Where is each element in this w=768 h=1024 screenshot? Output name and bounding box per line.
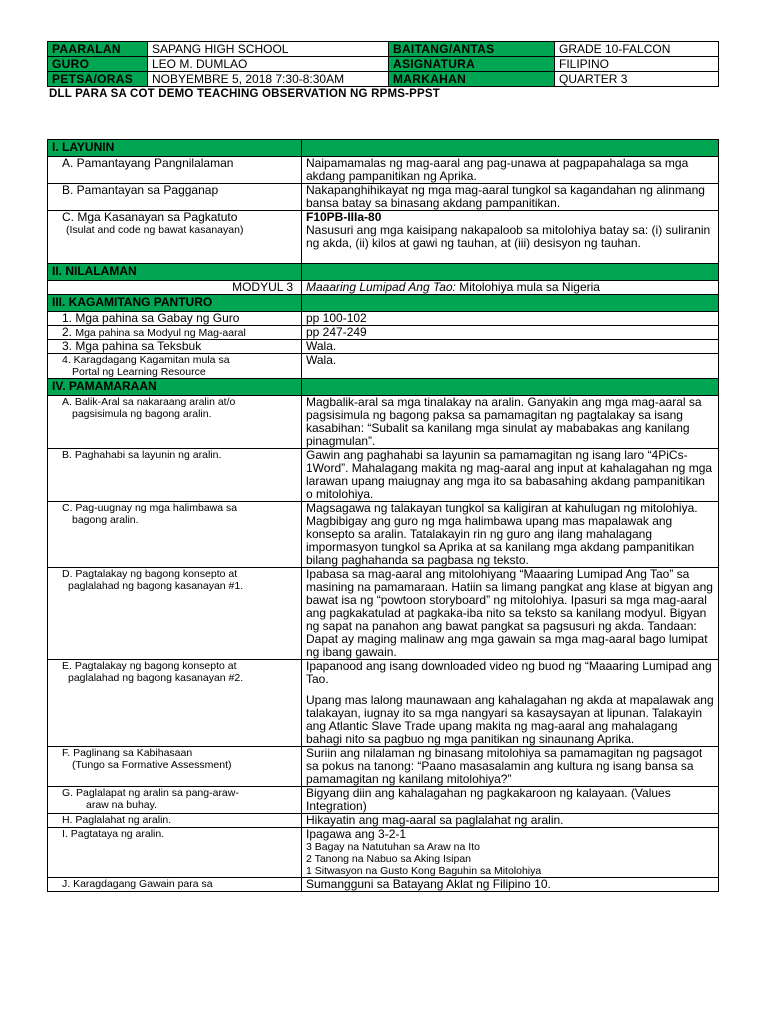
kagamitan-label-3: 3. Mga pahina sa Teksbuk (48, 340, 302, 354)
g-label-1: G. Paglalapat ng aralin sa pang-araw- (62, 787, 239, 799)
pamamaraan-label-j: J. Karagdagang Gawain para sa (48, 878, 302, 892)
i-text: Ipagawa ang 3-2-1 (306, 827, 407, 841)
i-list-3: 1 Sitwasyon na Gusto Kong Baguhin sa Mitolohiya (306, 865, 542, 877)
kagamitan-value-1: pp 100-102 (302, 312, 719, 326)
pamamaraan-label-f (48, 747, 302, 787)
baitang-label: BAITANG/ANTAS (389, 42, 555, 57)
d-label-1: D. Pagtalakay ng bagong konsepto at (62, 568, 238, 580)
markahan-value: QUARTER 3 (555, 72, 719, 87)
i-list-2: 2 Tanong na Nabuo sa Aking Isipan (306, 853, 472, 865)
pamamaraan-label-b: B. Paghahabi sa layunin ng aralin. (48, 449, 302, 502)
kagamitan-text-2: Mga pahina sa Modyul ng Mag-aaral (75, 327, 246, 339)
paaralan-label: PAARALAN (48, 42, 148, 57)
competency-text: Nasusuri ang mga kaisipang nakapaloob sa mitolohiya batay sa: (i) suliranin ng akda, (ii) kilos at gawi ng tauhan, at (iii) desisyon ng tauhan. (306, 223, 711, 250)
kagamitan-value-3: Wala. (302, 340, 719, 354)
c-label-1: C. Pag-uugnay ng mga halimbawa sa (62, 502, 238, 514)
pamamaraan-label-g (48, 787, 302, 814)
page-title: DLL PARA SA COT DEMO TEACHING OBSERVATION NG RPMS-PPST (49, 88, 440, 100)
e-label-1: E. Pagtalakay ng bagong konsepto at (62, 660, 237, 672)
competency-code: F10PB-IIIa-80 (306, 210, 382, 224)
asignatura-value: FILIPINO (555, 57, 719, 72)
row-label-a: A. Pamantayang Pangnilalaman (48, 157, 302, 184)
guro-label: GURO (48, 57, 148, 72)
markahan-label: MARKAHAN (389, 72, 555, 87)
modyul-title (302, 281, 719, 295)
petsa-label: PETSA/ORAS (48, 72, 148, 87)
pamamaraan-text-h: Hikayatin ang mag-aaral sa paglalahat ng aralin. (302, 814, 719, 828)
pamamaraan-label-a (48, 396, 302, 449)
row-label-c (48, 211, 302, 264)
kagamitan-label-4a: 4. Karagdagang Kagamitan mula sa (62, 354, 230, 366)
kagamitan-label-4b: Portal ng Learning Resource (72, 366, 206, 378)
pamamaraan-label-h: H. Paglalahat ng aralin. (48, 814, 302, 828)
e-text-2: Upang mas lalong maunawaan ang kahalagahan ng akda at mapalawak ang talakayan, iugnay ito sa mga nangyari sa kasaysayan at lipunan. Talakayin ang Atlantic Slave Trade upang makita ng mag-aaral ang mahalagang bahagi nito sa pagbuo ng mga panitikan ng sinaunang Aprika. (306, 693, 714, 746)
pamamaraan-text-a: Magbalik-aral sa mga tinalakay na aralin. Ganyakin ang mga mag-aaral sa pagsisimula ng bagong paksa sa pamamagitan ng pagtalakay sa isang kasabihan: “Subalit sa kanilang mga sinulat ay mababakas ang kanilang pinagmulan”. (302, 396, 719, 449)
g-label-2: araw na buhay. (86, 799, 158, 811)
kagamitan-value-2: pp 247-249 (302, 326, 719, 340)
pamamaraan-label-e (48, 660, 302, 747)
row-text-c (302, 211, 719, 264)
header-table (47, 41, 719, 87)
guro-value: LEO M. DUMLAO (148, 57, 389, 72)
section-kagamitan: III. KAGAMITANG PANTURO (48, 295, 302, 312)
f-label-2: (Tungo sa Formative Assessment) (72, 759, 232, 771)
kagamitan-label-1: 1. Mga pahina sa Gabay ng Guro (48, 312, 302, 326)
pamamaraan-text-g: Bigyang diin ang kahalagahan ng pagkakaroon ng kalayaan. (Values Integration) (302, 787, 719, 814)
section-nilalaman: II. NILALAMAN (48, 264, 302, 281)
pamamaraan-text-d: Ipabasa sa mag-aaral ang mitolohiyang “Maaaring Lumipad Ang Tao” sa masining na pamamaraan. Hatiin sa limang pangkat ang klase at bigyan ang bawat isa ng “powtoon storyboard” ng mitolohiya. Ipasuri sa mga mag-aaral ang pagkakatulad at pagkaka-iba nito sa teksto sa kanilang modyul. Bigyan ng sapat na panahon ang bawat pangkat sa pagsusuri ng akda. Tandaan: Dapat ay maging malinaw ang mga gawain sa mga mag-aaral bago lumipat ng ibang gawain. (302, 568, 719, 660)
modyul-title-rest: Mitolohiya mula sa Nigeria (455, 280, 600, 294)
a-label-2: pagsisimula ng bagong aralin. (72, 408, 212, 420)
i-list-1: 3 Bagay na Natutuhan sa Araw na Ito (306, 841, 480, 853)
modyul-title-italic: Maaaring Lumipad Ang Tao: (306, 280, 456, 294)
modyul-label: MODYUL 3 (48, 281, 302, 295)
e-text-1: Ipapanood ang isang downloaded video ng buod ng “Maaaring Lumipad ang Tao. (306, 659, 712, 686)
kagamitan-label-2 (48, 326, 302, 340)
asignatura-label: ASIGNATURA (389, 57, 555, 72)
row-label-b: B. Pamantayan sa Pagganap (48, 184, 302, 211)
c-label-2: bagong aralin. (72, 514, 139, 526)
pamamaraan-label-i: I. Pagtataya ng aralin. (48, 828, 302, 878)
petsa-value: NOBYEMBRE 5, 2018 7:30-8:30AM (148, 72, 389, 87)
lesson-plan-table (47, 139, 719, 892)
row-text-b: Nakapanghihikayat ng mga mag-aaral tungkol sa kagandahan ng alinmang bansa batay sa binasang akdang pampanitikan. (302, 184, 719, 211)
kagamitan-value-4: Wala. (302, 354, 719, 379)
row-text-a: Naipamamalas ng mag-aaral ang pag-unawa at pagpapahalaga sa mga akdang pampanitikan ng Aprika. (302, 157, 719, 184)
pamamaraan-text-f: Suriin ang nilalaman ng binasang mitolohiya sa pamamagitan ng pagsagot sa pokus na tanong: “Paano masasalamin ang kultura ng isang bansa sa pamamagitan ng kanilang mitolohiya?” (302, 747, 719, 787)
section-layunin: I. LAYUNIN (48, 140, 302, 157)
a-label-1: A. Balik-Aral sa nakaraang aralin at/o (62, 396, 236, 408)
f-label-1: F. Paglinang sa Kabihasaan (62, 747, 193, 759)
pamamaraan-text-c: Magsagawa ng talakayan tungkol sa kaligiran at kahulugan ng mitolohiya. Magbibigay ang guro ng mga halimbawa upang mas mapalawak ang konsepto sa aralin. Tatalakayin rin ng guro ang ilang mahalagang impormasyon tungkol sa Aprika at sa kanilang mga akdang pampanitikan bilang paghahanda sa pagbasa ng teksto. (302, 502, 719, 568)
c-sub: (Isulat and code ng bawat kasanayan) (66, 224, 244, 236)
paaralan-value: SAPANG HIGH SCHOOL (148, 42, 389, 57)
pamamaraan-label-c (48, 502, 302, 568)
pamamaraan-text-e (302, 660, 719, 747)
pamamaraan-text-b: Gawin ang paghahabi sa layunin sa pamamagitan ng isang laro “4PiCs-1Word”. Mahalagang makita ng mag-aaral ang input at kahalagahan ng mga larawan upang maiugnay ang mga ito sa babasahing akdang pampanitikan o mitolohiya. (302, 449, 719, 502)
pamamaraan-label-d (48, 568, 302, 660)
kagamitan-label-4 (48, 354, 302, 379)
section-pamamaraan: IV. PAMAMARAAN (48, 379, 302, 396)
baitang-value: GRADE 10-FALCON (555, 42, 719, 57)
d-label-2: paglalahad ng bagong kasanayan #1. (68, 580, 244, 592)
e-label-2: paglalahad ng bagong kasanayan #2. (68, 672, 244, 684)
pamamaraan-text-i (302, 828, 719, 878)
kagamitan-num-2: 2. (62, 325, 76, 339)
c-label: C. Mga Kasanayan sa Pagkatuto (62, 210, 238, 224)
pamamaraan-text-j: Sumangguni sa Batayang Aklat ng Filipino 10. (302, 878, 719, 892)
